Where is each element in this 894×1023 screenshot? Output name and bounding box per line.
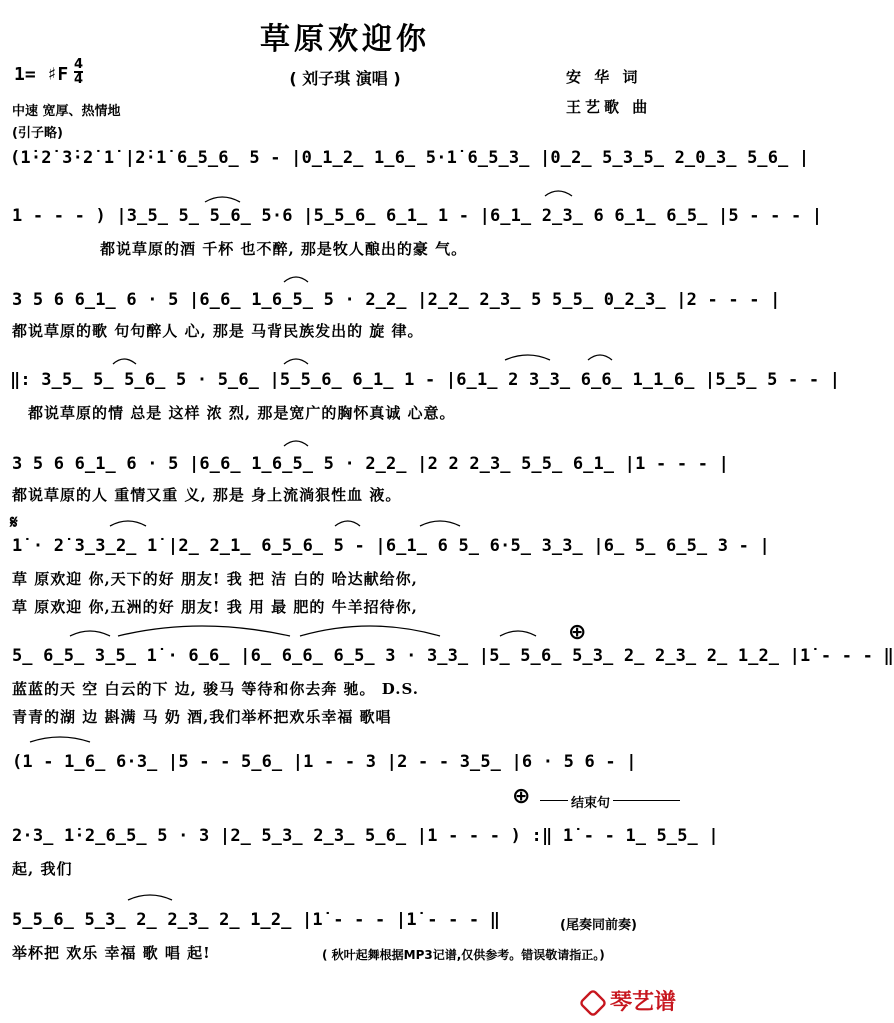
slur-17 — [128, 895, 172, 900]
coda-ending-sign: ⊕ — [512, 784, 531, 809]
segno-sign: 𝄋 — [10, 512, 18, 533]
slur-4 — [113, 359, 136, 364]
lyricist-credit: 安 华 词 — [566, 68, 642, 86]
meter-bottom: 4 — [74, 72, 84, 87]
song-title: 草原欢迎你 — [260, 22, 430, 57]
tempo-marking: 中速 宽厚、热情地 — [12, 104, 121, 119]
lyric-line-5: 都说草原的人 重情又重 义, 那是 身上流淌狠性血 液。 — [12, 486, 402, 504]
score-line-7: 5̲ 6̲5̲ 3̲5̲ 1̇ · 6̲6̲ |6̲ 6̲6̲ 6̲5̲ 3 · 3̲3̲ |5̲ 5̲6̲ 5̲3̲ 2̲ 2̲3̲ 2̲ 1̲2̲ |1̇ - - - ‖ — [12, 646, 894, 666]
lyric-line-7b: 青青的湖 边 斟满 马 奶 酒,我们举杯把欢乐幸福 歌唱 — [12, 708, 392, 726]
score-line-9: 2·3̲ 1̇·2̲6̲5̲ 5 · 3 |2̲ 5̲3̲ 2̲3̲ 5̲6̲ |1 - - - ) :‖ 1̇ - - 1̲ 5̲5̲ | — [12, 826, 719, 846]
slur-11 — [420, 521, 460, 526]
slur-5 — [284, 359, 308, 364]
coda-sign: ⊕ — [568, 620, 587, 645]
slur-14 — [300, 626, 440, 636]
score-line-6: 1̇ · 2̇ 3̲3̲2̲ 1̇ |2̲ 2̲1̲ 6̲5̲6̲ 5 - |6̲1̲ 6 5̲ 6·5̲ 3̲3̲ |6̲ 5̲ 6̲5̲ 3 - | — [12, 536, 770, 556]
ending-label: 结束句 — [568, 792, 613, 811]
lyric-line-7a: 蓝蓝的天 空 白云的下 边, 骏马 等待和你去奔 驰。 D.S. — [12, 680, 419, 698]
composer-credit: 王艺歌 曲 — [566, 98, 652, 116]
lyric-line-10: 举杯把 欢乐 幸福 歌 唱 起! — [12, 944, 211, 962]
score-line-8: (1 - 1̲6̲ 6·3̲ |5 - - 5̲6̲ |1 - - 3 |2 - - 3̲5̲ |6 · 5 6 - | — [12, 752, 637, 772]
slur-7 — [588, 355, 612, 360]
slur-13 — [118, 626, 290, 636]
lyric-line-4: 都说草原的情 总是 这样 浓 烈, 那是宽广的胸怀真诚 心意。 — [28, 404, 456, 422]
outro-note: (尾奏同前奏) — [560, 918, 637, 933]
slur-2 — [545, 191, 572, 196]
score-line-1: (1̇·2̇ 3̇·2̇ 1̇ |2̇·1̇ 6̲5̲6̲ 5 - |0̲1̲2̲ 1̲6̲ 5·1̇ 6̲5̲3̲ |0̲2̲ 5̲3̲5̲ 2̲0̲3̲ 5̲6̲ | — [10, 148, 810, 168]
intro-note: (引子略) — [12, 126, 63, 141]
slur-8 — [284, 441, 308, 446]
slur-9 — [110, 521, 146, 526]
lyric-line-3: 都说草原的歌 句句醉人 心, 那是 马背民族发出的 旋 律。 — [12, 322, 424, 340]
lyric-line-2: 都说草原的酒 千杯 也不醉, 那是牧人酿出的豪 气。 — [100, 240, 468, 258]
score-line-4: ‖: 3̲5̲ 5̲ 5̲6̲ 5 · 5̲6̲ |5̲5̲6̲ 6̲1̲ 1 - |6̲1̲ 2 3̲3̲ 6̲6̲ 1̲1̲6̲ |5̲5̲ 5 - - | — [10, 370, 841, 390]
lyric-line-9: 起, 我们 — [12, 860, 73, 878]
footer-note: ( 秋叶起舞根据MP3记谱,仅供参考。错误敬请指正。) — [322, 948, 605, 962]
slur-12 — [70, 631, 110, 636]
score-line-2: 1 - - - ) |3̲5̲ 5̲ 5̲6̲ 5·6 |5̲5̲6̲ 6̲1̲ 1 - |6̲1̲ 2̲3̲ 6 6̲1̲ 6̲5̲ |5 - - - | — [12, 206, 823, 226]
slur-1 — [205, 197, 240, 202]
score-line-3: 3 5 6 6̲1̲ 6 · 5 |6̲6̲ 1̲6̲5̲ 5 · 2̲2̲ |2̲2̲ 2̲3̲ 5 5̲5̲ 0̲2̲3̲ |2 - - - | — [12, 290, 781, 310]
slur-10 — [335, 521, 360, 526]
lyric-line-6a: 草 原欢迎 你,天下的好 朋友! 我 把 洁 白的 哈达献给你, — [12, 570, 418, 588]
score-line-5: 3 5 6 6̲1̲ 6 · 5 |6̲6̲ 1̲6̲5̲ 5 · 2̲2̲ |2 2 2̲3̲ 5̲5̲ 6̲1̲ |1 - - - | — [12, 454, 730, 474]
slur-3 — [284, 277, 308, 282]
slur-16 — [30, 737, 90, 742]
singer-credit: ( 刘子琪 演唱 ) — [289, 69, 401, 88]
logo-text: 琴艺谱 — [609, 990, 676, 1015]
key-signature: 1= ♯F — [14, 64, 69, 85]
meter-top: 4 — [74, 57, 84, 72]
slur-6 — [505, 355, 550, 360]
score-line-10: 5̲5̲6̲ 5̲3̲ 2̲ 2̲3̲ 2̲ 1̲2̲ |1̇ - - - |1̇ - - - ‖ — [12, 910, 501, 930]
lyric-line-6b: 草 原欢迎 你,五洲的好 朋友! 我 用 最 肥的 牛羊招待你, — [12, 598, 418, 616]
slur-15 — [500, 631, 536, 636]
